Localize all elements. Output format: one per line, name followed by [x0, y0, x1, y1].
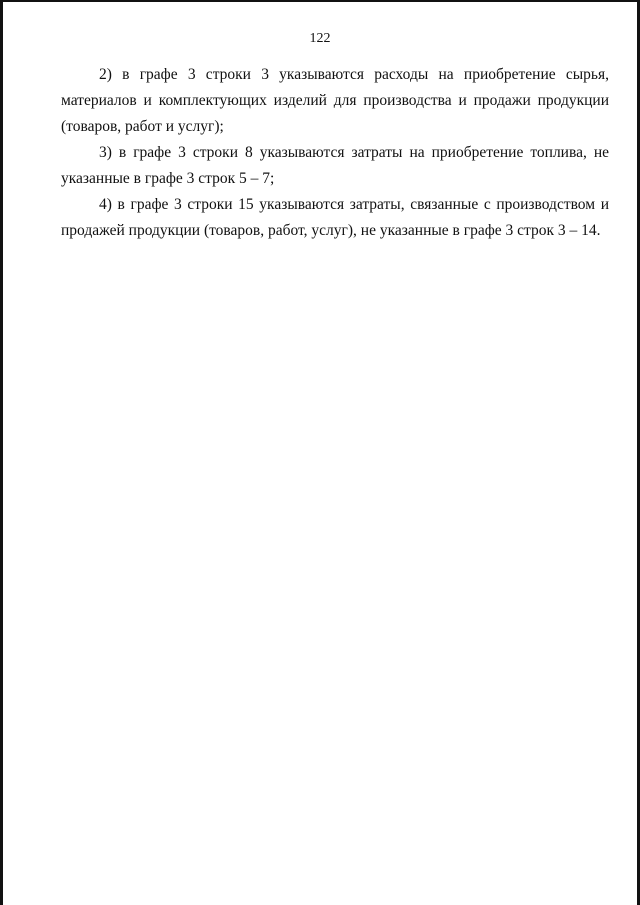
scan-border-top	[0, 0, 640, 2]
paragraph-item-3: 3) в графе 3 строки 8 указываются затраты на приобретение топлива, не указанные в графе 3 строк 5 – 7;	[61, 144, 609, 187]
page-number: 122	[309, 31, 331, 46]
paragraph-item-4: 4) в графе 3 строки 15 указываются затраты, связанные с производством и продажей продукции (товаров, работ, услуг), не указанные в графе 3 строк 3 – 14.	[61, 196, 609, 239]
paragraph-item-2: 2) в графе 3 строки 3 указываются расходы на приобретение сырья, материалов и комплектующих изделий для производства и продажи продукции (товаров, работ и услуг);	[61, 66, 609, 135]
scan-border-left	[0, 0, 3, 905]
document-body	[61, 62, 609, 244]
